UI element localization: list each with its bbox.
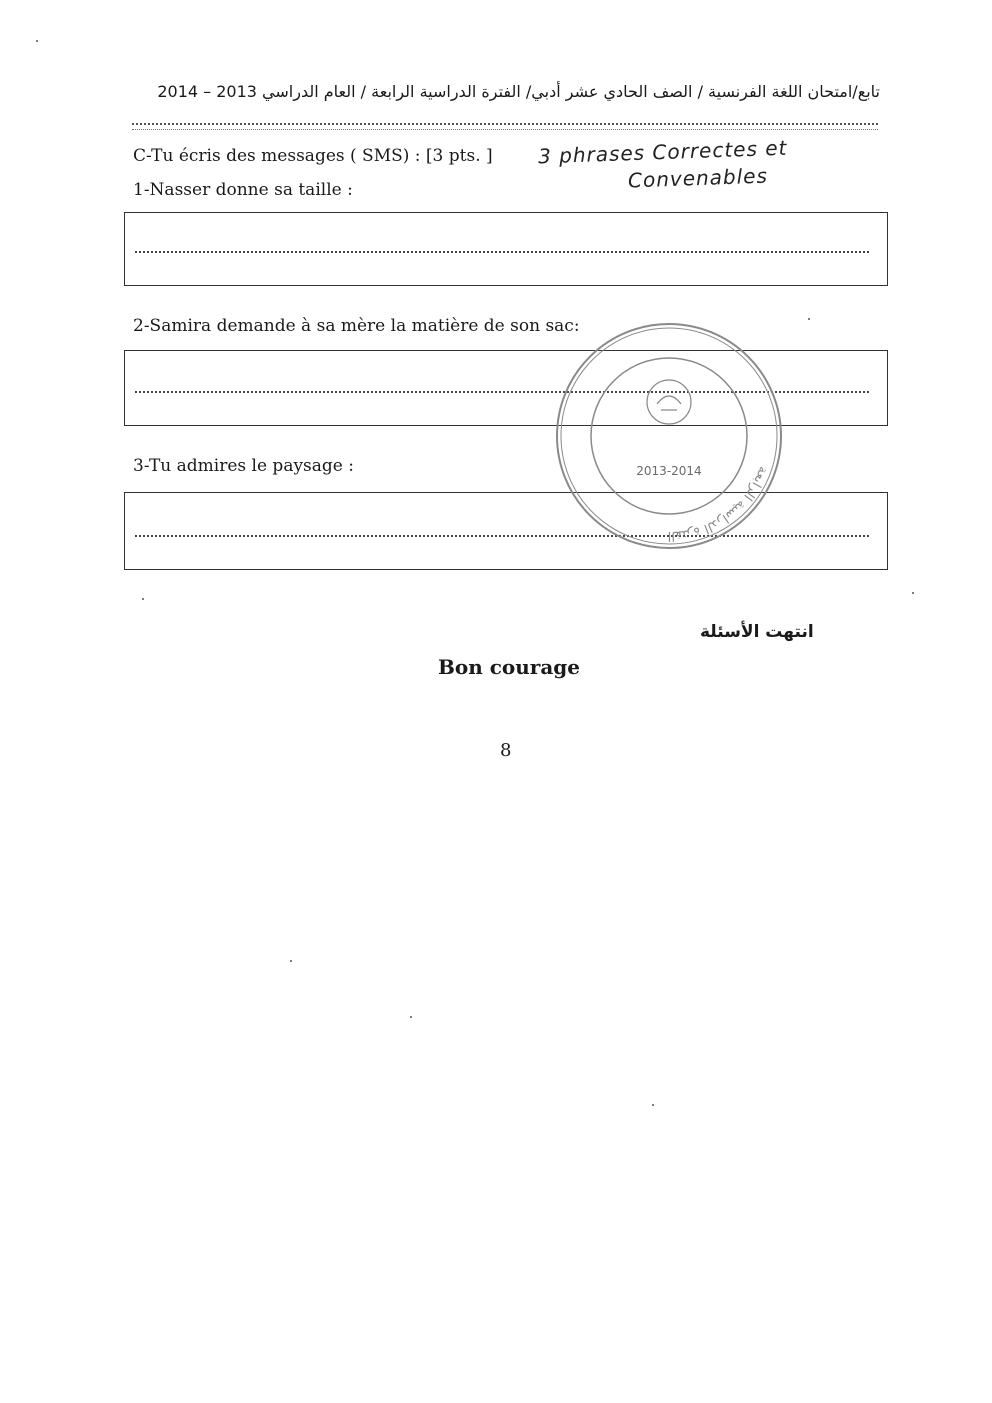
scan-speck: [142, 598, 144, 600]
end-of-questions: انتهت الأسئلة: [700, 622, 814, 642]
scan-speck: [290, 960, 292, 962]
handwritten-note-line2: Convenables: [627, 163, 769, 193]
emblem-icon: [647, 380, 691, 424]
scan-speck: [36, 40, 38, 42]
section-title: C-Tu écris des messages ( SMS) : [3 pts. ]: [133, 146, 493, 166]
stamp-years: 2013-2014: [636, 464, 702, 478]
header-divider: [132, 123, 878, 130]
question-2-label: 2-Samira demande à sa mère la matière de son sac:: [133, 316, 580, 336]
question-3-label: 3-Tu admires le paysage :: [133, 456, 354, 476]
page-number: 8: [500, 740, 512, 761]
official-stamp: [553, 320, 785, 552]
scan-speck: [652, 1104, 654, 1106]
stamp-outer-text: الفترة الدراسية الرابعة: [667, 464, 771, 544]
scan-speck: [912, 592, 914, 594]
scan-speck: [808, 318, 810, 320]
exam-header: تابع/امتحان اللغة الفرنسية / الصف الحادي عشر أدبي/ الفترة الدراسية الرابعة / العام الدراسي 2013 – 2014: [157, 82, 880, 101]
answer-box-1[interactable]: [124, 212, 888, 286]
question-1-label: 1-Nasser donne sa taille :: [133, 180, 353, 200]
handwritten-note-line1: 3 phrases Correctes et: [537, 135, 788, 169]
bon-courage: Bon courage: [438, 655, 581, 679]
answer-line-1: [135, 251, 869, 253]
scan-speck: [410, 1016, 412, 1018]
